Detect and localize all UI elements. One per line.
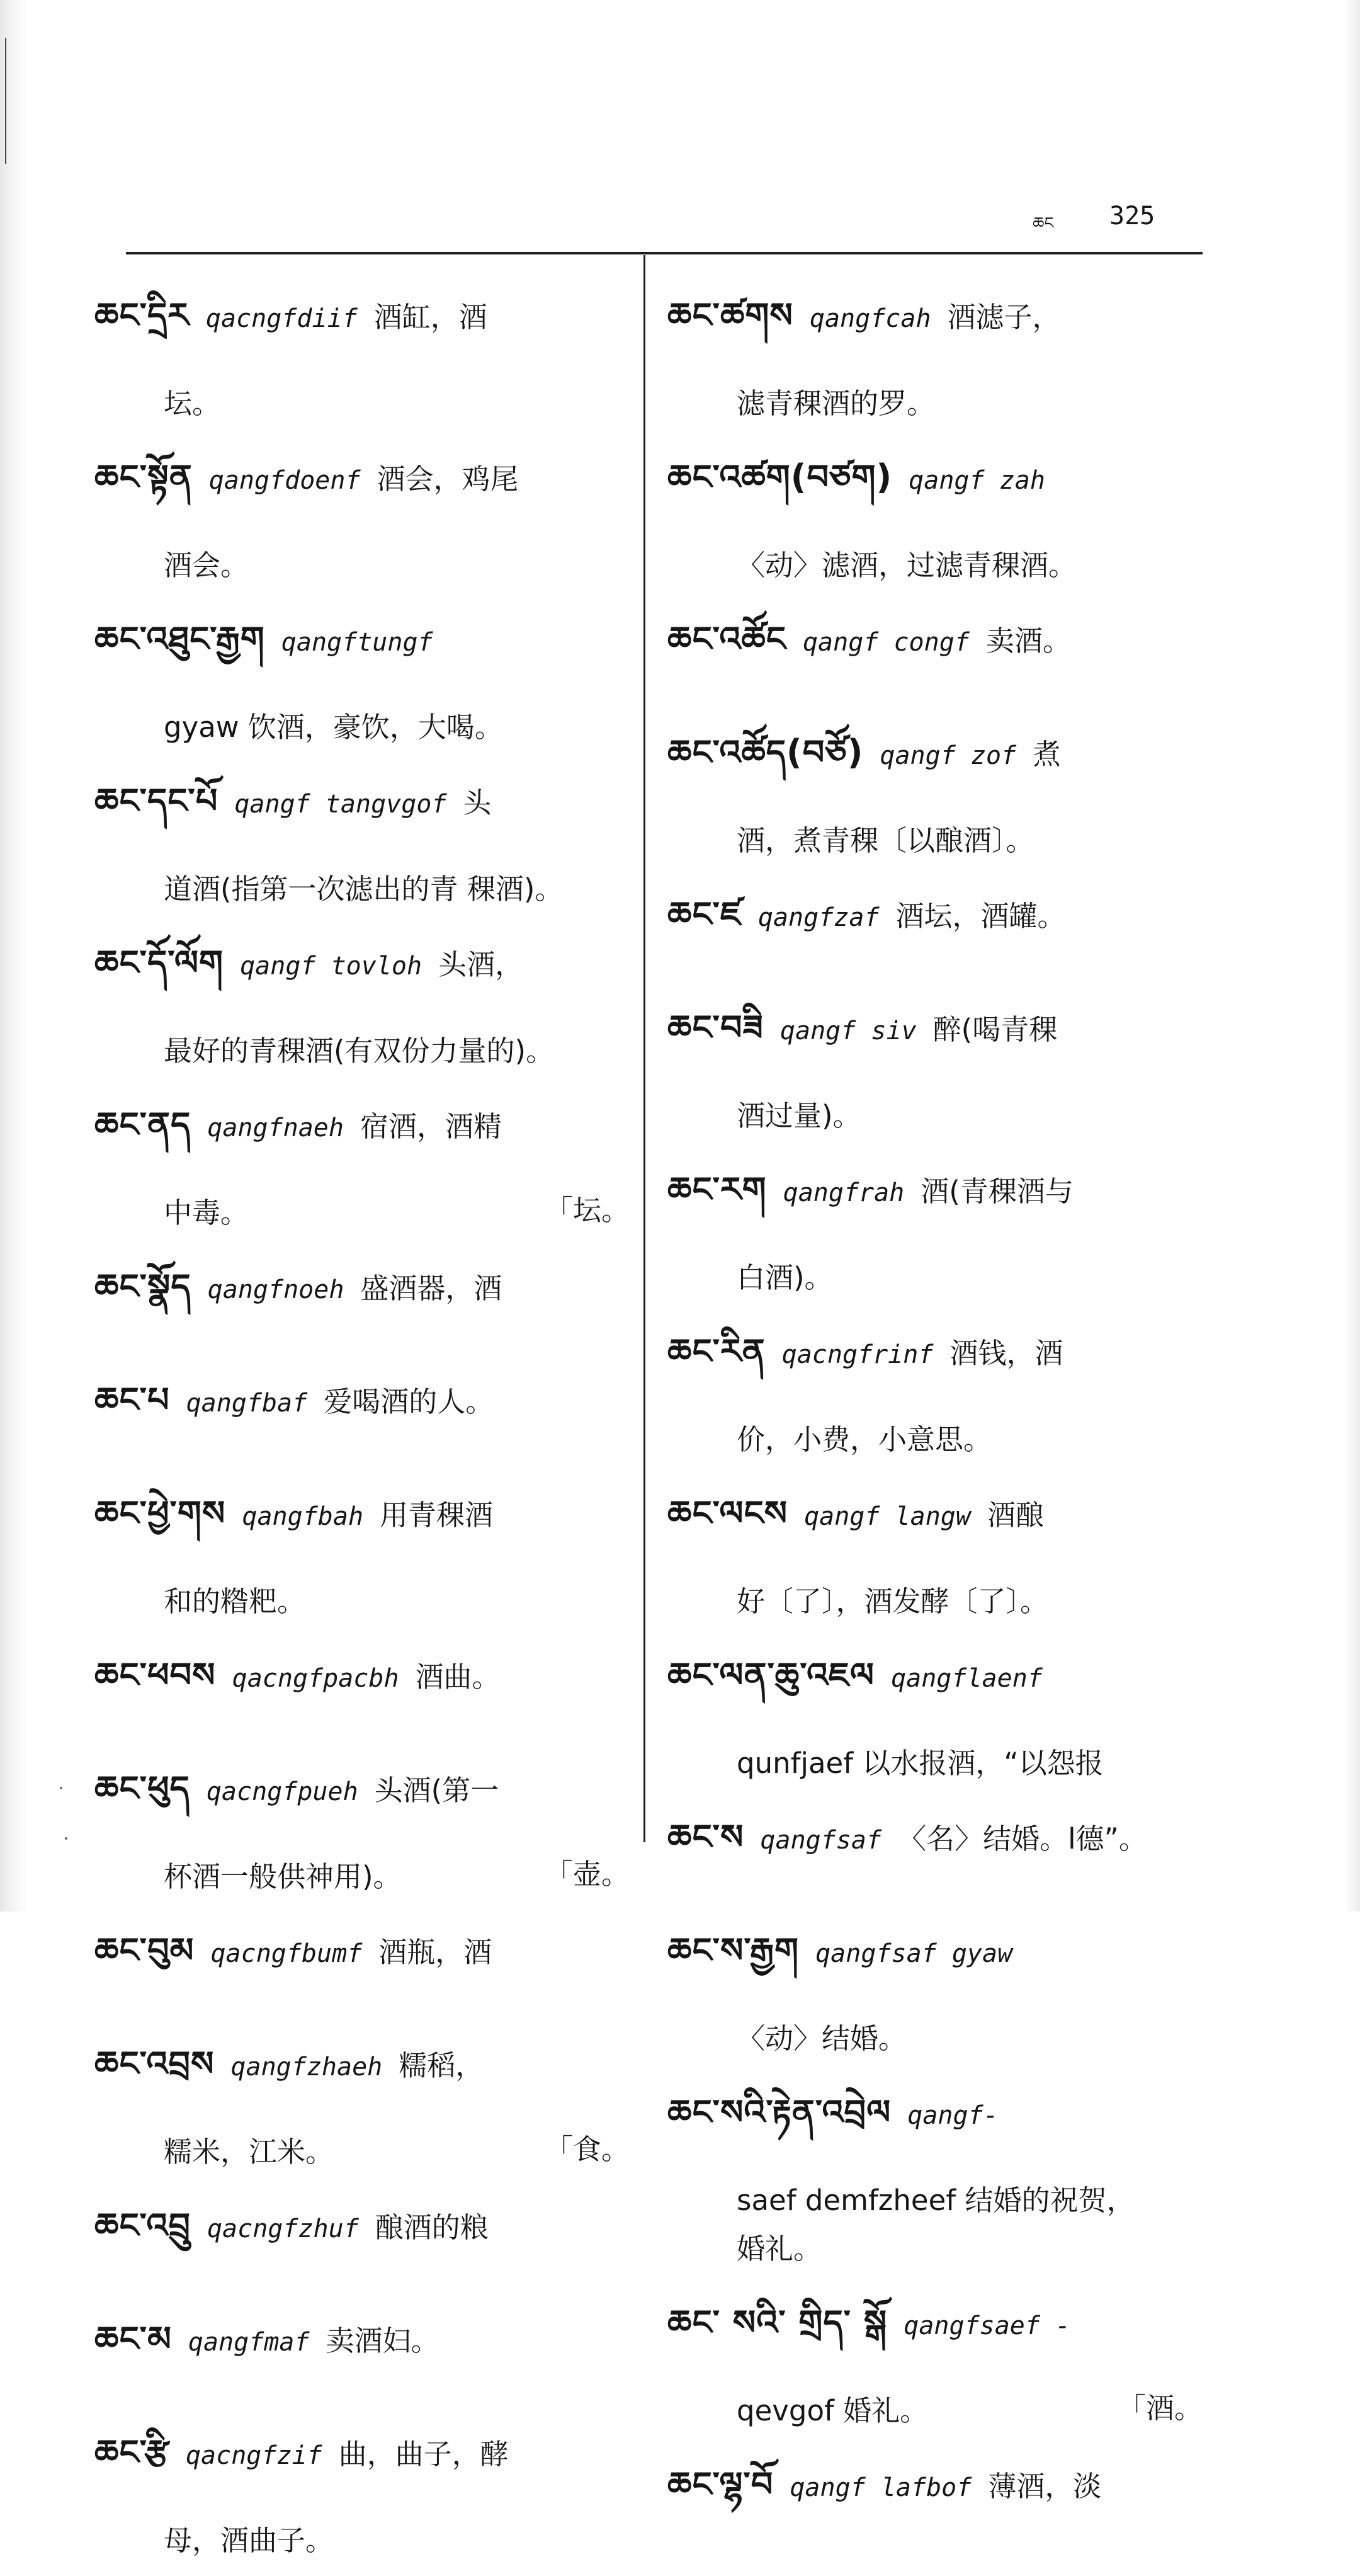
gloss-continuation: 中毒。 (164, 1196, 249, 1229)
tibetan-headword: ཆང་ས་རྒྱག (667, 1930, 800, 1970)
gloss-continuation: 价，小费，小意思。 (737, 1423, 992, 1456)
dictionary-entry (94, 439, 636, 583)
gloss-continuation: 〈动〉结婚。 (737, 2022, 907, 2055)
dictionary-entry (94, 2187, 636, 2283)
gloss-continuation: 白酒)。 (737, 1261, 833, 1294)
dictionary-entry (667, 439, 1209, 583)
gloss: 卖酒妇。 (326, 2324, 439, 2357)
dictionary-entry (94, 601, 636, 745)
dictionary-entry (667, 1912, 1209, 2056)
gloss-continuation: gyaw 饮酒，豪饮，大喝。 (164, 710, 503, 744)
tibetan-headword: ཆང་འཐུང་རྒྱག (94, 619, 265, 659)
gloss: 酒缸，酒 (373, 300, 487, 334)
dictionary-entry (667, 1313, 1209, 1457)
entry-headline (667, 1151, 1209, 1247)
entry-headline (94, 277, 636, 373)
romanization: qangf lafbof (790, 2473, 972, 2502)
dictionary-entry (94, 2414, 636, 2558)
gloss: 酒(青稞酒与 (921, 1175, 1074, 1208)
gloss: 头酒(第一 (374, 1774, 499, 1807)
dictionary-entry (94, 277, 636, 421)
tibetan-headword: ཆང་ཛ (667, 894, 742, 934)
entry-headline (94, 1750, 636, 1846)
dictionary-entry (94, 1086, 636, 1231)
dictionary-entry (94, 1475, 636, 1619)
tibetan-headword: ཆང་དོ་ལོག (94, 943, 224, 983)
dictionary-entry (667, 1151, 1209, 1296)
gloss: 酒瓶，酒 (378, 1935, 492, 1969)
entry-headline (667, 876, 1209, 972)
tibetan-headword: ཆང་འཚོད(བཙོ) (667, 732, 864, 772)
entry-headline (667, 277, 1209, 373)
gloss-continuation: 好〔了〕，酒发酵〔了〕。 (737, 1585, 1049, 1618)
tibetan-headword: ཆང་རག (667, 1170, 767, 1209)
left-column (94, 277, 636, 2576)
entry-headline (94, 1362, 636, 1457)
romanization: qangfsaef - (904, 2311, 1071, 2340)
romanization: qacngfzif (185, 2441, 322, 2470)
tibetan-headword: ཆང་རྩི (94, 2432, 169, 2472)
tibetan-headword: ཆང་ཕུད (94, 1769, 190, 1808)
gloss: 曲，曲子，酵 (338, 2437, 509, 2471)
entry-headline (94, 2187, 636, 2283)
tibetan-headword: ཆང་ལྷ་བོ (667, 2465, 774, 2504)
run-over-note: 「食。 (544, 2133, 630, 2166)
page-header (1020, 202, 1171, 239)
entry-headline (94, 2301, 636, 2396)
tibetan-headword: ཆང་ སའི་ གྲིད་ སྒོ (667, 2303, 888, 2342)
gloss-continuation: 糯米，江米。 (164, 2135, 334, 2169)
tibetan-headword: ཆང་སྟོན (94, 457, 193, 497)
run-over-note: 「酒。 (1117, 2391, 1203, 2425)
entry-headline (667, 1912, 1209, 2008)
entry-headline (94, 1086, 636, 1182)
gloss-continuation: 酒，煮青稞〔以酿酒〕。 (737, 824, 1034, 857)
entry-headline (667, 439, 1209, 535)
right-column (667, 277, 1209, 2560)
romanization: qangf tangvgof (234, 790, 447, 819)
dictionary-entry (94, 1362, 636, 1457)
dictionary-entry (94, 2301, 636, 2396)
gloss: 醉(喝青稞 (932, 1013, 1058, 1046)
romanization: qangf zah (909, 466, 1045, 495)
dictionary-entry (94, 1750, 636, 1895)
gloss: 用青稞酒 (380, 1498, 494, 1532)
dictionary-entry (667, 277, 1209, 421)
tibetan-headword: ཆང་དྲིར (94, 295, 190, 335)
romanization: qangfbaf (186, 1389, 308, 1418)
entry-headline (94, 1637, 636, 1733)
tibetan-headword: ཆང་འབྲས (94, 2044, 215, 2083)
romanization: qangf siv (779, 1017, 917, 1046)
dictionary-entry (667, 2074, 1209, 2267)
tibetan-headword: ཆང་སྣོད (94, 1267, 191, 1306)
romanization: qacngfpacbh (232, 1664, 399, 1693)
entry-headline (94, 2026, 636, 2121)
tibetan-headword: ཆང་པ (94, 1380, 170, 1420)
romanization: qangf tovloh (240, 952, 422, 981)
gloss-continuation: 滤青稞酒的罗。 (737, 387, 936, 420)
run-over-note: 「坛。 (544, 1194, 630, 1227)
gloss-continuation: 酒会。 (164, 549, 249, 582)
dictionary-entry (94, 1912, 636, 2008)
romanization: qangftungf (281, 628, 433, 657)
tibetan-headword: ཆང་ནད (94, 1105, 191, 1144)
romanization: qacngfdiif (205, 304, 358, 333)
entry-headline (667, 1313, 1209, 1409)
dictionary-entry (667, 1637, 1209, 1781)
gloss-continuation: 最好的青稞酒(有双份力量的)。 (164, 1034, 555, 1068)
gloss: 酒钱，酒 (949, 1336, 1063, 1370)
dictionary-entry (667, 601, 1209, 697)
romanization: qangfnaeh (207, 1114, 344, 1143)
romanization: qangfbah (242, 1502, 364, 1531)
tibetan-headword: ཆང་ལན་ཆུ་འཇལ (667, 1655, 875, 1695)
scan-speck: · (58, 1776, 65, 1800)
gloss: 酿酒的粮 (375, 2211, 489, 2244)
entry-headline (667, 989, 1209, 1085)
entry-headline (667, 2446, 1209, 2542)
tibetan-headword: ཆང་འཚག(བཙག) (667, 457, 893, 497)
romanization: qacngfrinf (781, 1340, 934, 1369)
gloss: 盛酒器，酒 (360, 1272, 502, 1305)
romanization: qangfrah (783, 1178, 905, 1207)
entry-headline (94, 601, 636, 697)
gloss: 酒酿 (987, 1498, 1044, 1532)
gloss: 酒滤子， (947, 300, 1061, 334)
gloss: 酒曲。 (415, 1660, 501, 1694)
gloss: 糯稻， (399, 2049, 484, 2082)
romanization: qangfmaf (188, 2328, 310, 2357)
romanization: qangfzhaeh (230, 2053, 383, 2082)
gloss-continuation: 母，酒曲子。 (164, 2524, 334, 2557)
romanization: qangf congf (802, 628, 970, 657)
entry-headline (667, 714, 1209, 810)
gloss: 头酒， (438, 948, 524, 981)
gloss: 卖酒。 (985, 624, 1071, 658)
dictionary-entry (94, 1248, 636, 1344)
romanization: qangfcah (809, 304, 931, 333)
tibetan-headword: ཆང་ཕབས (94, 1655, 216, 1695)
column-divider (643, 255, 645, 1842)
gloss: 酒会，鸡尾 (377, 462, 519, 496)
dictionary-entry (667, 2284, 1209, 2429)
dictionary-entry (667, 876, 1209, 972)
scan-edge-right (1344, 0, 1360, 1912)
tibetan-headword: ཆང་ཕྱེ་གས (94, 1493, 226, 1533)
entry-headline (94, 763, 636, 858)
gloss: 酒坛，酒罐。 (895, 899, 1066, 933)
romanization: qangfsaf gyaw (815, 1939, 1013, 1968)
dictionary-entry (94, 925, 636, 1069)
romanization: qangf langw (804, 1502, 971, 1531)
romanization: qangf zof (880, 741, 1017, 770)
romanization: qacngfbumf (210, 1939, 363, 1968)
tibetan-headword: ཆང་ས (667, 1817, 744, 1857)
dictionary-entry (667, 1799, 1209, 1895)
romanization: qangflaenf (891, 1664, 1043, 1693)
gloss-continuation: qunfjaef 以水报酒，“以怨报 (737, 1747, 1104, 1780)
dictionary-entry (94, 763, 636, 907)
romanization: qangfdoenf (208, 466, 361, 495)
tibetan-headword: ཆང་མ (94, 2319, 172, 2359)
tibetan-headword: ཆང་ལངས (667, 1493, 788, 1533)
tibetan-headword: ཆང་བུམ (94, 1930, 195, 1970)
header-rule (126, 252, 1203, 254)
entry-headline (667, 2074, 1209, 2170)
romanization: qangfnoeh (207, 1275, 344, 1304)
entry-headline (94, 925, 636, 1020)
romanization: qangfsaf (760, 1826, 882, 1855)
page-number: 325 (1109, 202, 1155, 231)
romanization: qangf- (907, 2101, 999, 2130)
gloss-continuation: 道酒(指第一次滤出的青 稞酒)。 (164, 872, 564, 906)
dictionary-entry (667, 714, 1209, 858)
gloss-continuation: 〈动〉滤酒，过滤青稞酒。 (737, 549, 1077, 582)
gloss: 煮 (1033, 738, 1062, 771)
entry-headline (667, 2284, 1209, 2380)
scan-binding-line (5, 38, 6, 164)
run-over-note: 「壶。 (544, 1857, 630, 1891)
entry-headline (667, 601, 1209, 697)
gloss-continuation: qevgof 婚礼。 (737, 2394, 929, 2427)
gloss: 宿酒，酒精 (360, 1110, 502, 1143)
dictionary-entry (94, 1637, 636, 1733)
tibetan-headword: ཆང་ཚགས (667, 295, 793, 335)
tibetan-headword: ཆང་དང་པོ (94, 781, 218, 821)
dictionary-entry (667, 989, 1209, 1134)
tibetan-headword: ཆང་བཟི (667, 1008, 764, 1047)
tibetan-headword: ཆང་རིན (667, 1331, 766, 1371)
dictionary-entry (94, 2026, 636, 2170)
dictionary-entry (667, 2446, 1209, 2542)
romanization: qacngfzhuf (207, 2214, 359, 2243)
header-tibetan: ཆང (1033, 214, 1054, 233)
gloss: 薄酒，淡 (988, 2470, 1102, 2503)
gloss: 〈名〉结婚。l德”。 (898, 1822, 1147, 1855)
romanization: qangfzaf (757, 903, 880, 932)
entry-headline (667, 1475, 1209, 1571)
gloss-continuation: 婚礼。 (737, 2232, 822, 2265)
entry-headline (94, 1475, 636, 1571)
scan-speck: · (63, 1827, 70, 1850)
tibetan-headword: ཆང་སའི་རྟེན་འབྲེལ (667, 2092, 892, 2132)
entry-headline (667, 1799, 1209, 1895)
entry-headline (94, 1248, 636, 1344)
entry-headline (94, 1912, 636, 2008)
tibetan-headword: ཆང་འཚོང (667, 619, 786, 659)
gloss-continuation: saef demfzheef 结婚的祝贺， (737, 2184, 1135, 2217)
gloss-continuation: 和的糌粑。 (164, 1585, 306, 1618)
entry-headline (667, 1637, 1209, 1733)
gloss: 头 (463, 786, 492, 819)
gloss-continuation: 酒过量)。 (737, 1099, 861, 1132)
gloss: 爱喝酒的人。 (324, 1385, 494, 1418)
romanization: qacngfpueh (206, 1777, 358, 1806)
gloss-continuation: 杯酒一般供神用)。 (164, 1860, 402, 1893)
entry-headline (94, 2414, 636, 2510)
entry-headline (94, 439, 636, 535)
dictionary-entry (667, 1475, 1209, 1619)
scan-edge-left (0, 0, 28, 1912)
tibetan-headword: ཆང་འབྲུ (94, 2206, 191, 2245)
gloss-continuation: 坛。 (164, 387, 221, 420)
